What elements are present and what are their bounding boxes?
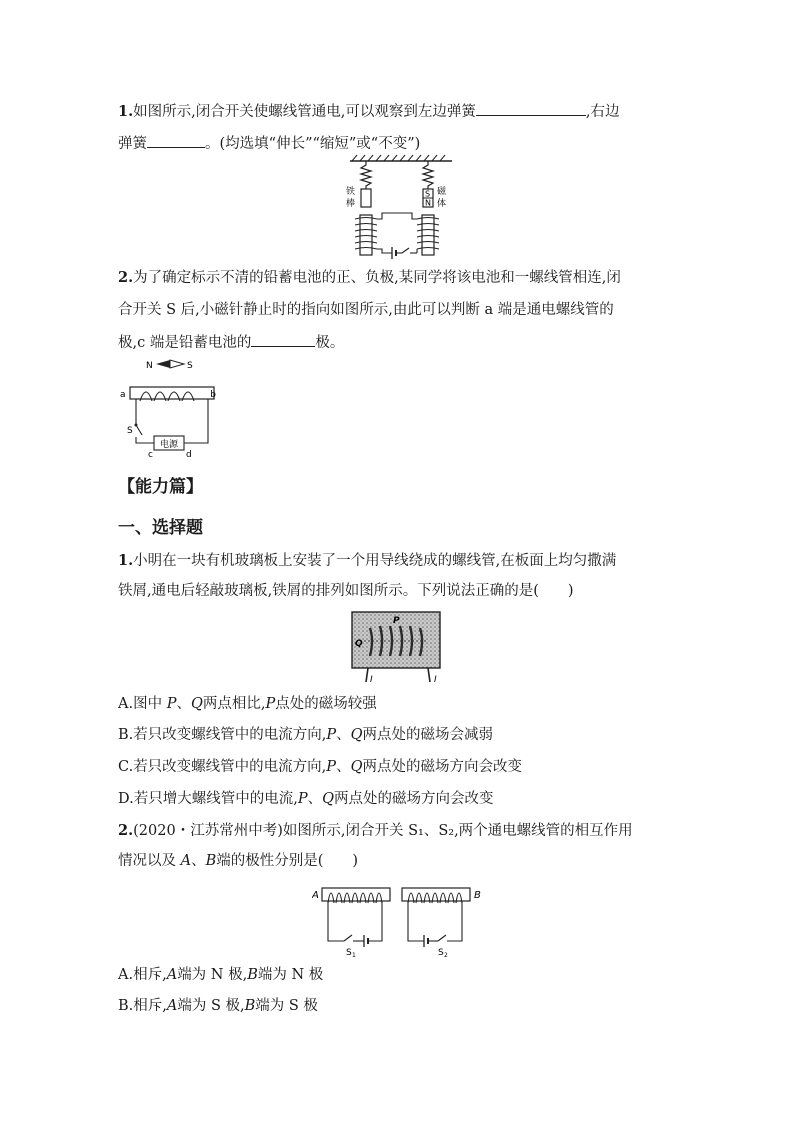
mc1-text-2: 铁屑,通电后轻敲玻璃板,铁屑的排列如图所示。下列说法正确的是( ) [118, 583, 574, 599]
option-text: 若只增大螺线管中的电流, [133, 791, 298, 807]
option-text: 点处的磁场较强 [275, 696, 377, 712]
option-text: 若只改变螺线管中的电流方向, [133, 759, 327, 775]
iron-rod [361, 189, 371, 207]
lead-left [366, 668, 368, 682]
q1-text-1b: ,右边 [585, 104, 620, 120]
option-text: 两点相比, [202, 696, 266, 712]
needle-n-label: N [146, 361, 153, 371]
mc2-number: 2. [118, 822, 134, 839]
point-p-label: P [393, 616, 400, 626]
end-b-label: b [210, 390, 216, 400]
end-b: B [244, 998, 256, 1014]
q2-text-2: 合开关 S 后,小磁针静止时的指向如图所示,由此可以判断 a 端是通电螺线管的 [118, 302, 614, 318]
q2-text-3a: 极,c 端是铅蓄电池的 [118, 335, 252, 351]
option-letter: B. [118, 998, 134, 1014]
option-letter: C. [118, 759, 134, 775]
section-title: 【能力篇】 [118, 477, 203, 497]
switch-s [136, 425, 142, 435]
switch [402, 248, 409, 253]
option-letter: A. [118, 967, 134, 983]
right-spring [423, 161, 433, 189]
mc2-line-1 [118, 821, 633, 841]
needle-s-label: S [187, 361, 193, 371]
current-left-label: I [370, 675, 373, 684]
left-circuit-wire [328, 901, 344, 941]
lead-right [428, 668, 430, 682]
point-p: P [326, 727, 337, 743]
end-b-label: B [474, 890, 481, 901]
right-wire [184, 399, 208, 443]
point-p: P [265, 696, 276, 712]
mc2-text-2a: 情况以及 [118, 853, 181, 869]
mc2-figure-two-solenoids [312, 879, 488, 959]
point-p: P [166, 696, 177, 712]
point-q: Q [350, 759, 363, 775]
end-a-label: A [312, 890, 319, 901]
option-text: 端为 N 极 [257, 967, 324, 983]
mc2-text-1: (2020・江苏常州中考)如图所示,闭合开关 S₁、S₂,两个通电螺线管的相互作用 [133, 823, 633, 839]
q2-figure-compass-solenoid [118, 355, 218, 461]
q1-line-1 [118, 101, 619, 122]
separator: 、 [307, 791, 323, 807]
option-text: 端为 N 极, [177, 967, 248, 983]
end-a: A [166, 998, 178, 1014]
q2-text-3b: 极。 [315, 335, 345, 351]
power-label: 电源 [159, 440, 179, 450]
point-p: P [297, 791, 308, 807]
iron-label-2: 棒 [346, 199, 356, 209]
terminal-d-label: d [186, 450, 192, 460]
separator: 、 [336, 759, 351, 775]
option-letter: D. [118, 791, 134, 807]
mc1-number: 1. [118, 552, 134, 569]
q1-blank-right-spring[interactable] [147, 133, 205, 148]
point-q-label: Q [355, 639, 363, 649]
point-p: P [326, 759, 337, 775]
separator: 、 [176, 696, 191, 712]
separator: 、 [191, 853, 206, 869]
q1-number: 1. [118, 103, 134, 120]
iron-label-1: 铁 [346, 187, 356, 197]
option-text: 两点处的磁场方向会改变 [362, 759, 522, 775]
top-wire [377, 213, 417, 219]
end-a: A [166, 967, 178, 983]
option-text: 图中 [133, 696, 167, 712]
option-text: 端为 S 极, [177, 998, 245, 1014]
magnet-label-1: 磁 [437, 187, 447, 197]
mc1-option-c[interactable] [118, 757, 522, 777]
switch-s2-sub: 2 [444, 952, 448, 959]
q2-line-2 [118, 300, 614, 320]
switch-s2-label: S [438, 948, 444, 958]
mc1-line-2 [118, 581, 574, 601]
mc1-option-d[interactable] [118, 789, 493, 809]
mc2-text-2b: 端的极性分别是( ) [216, 853, 359, 869]
mc2-line-2 [118, 851, 358, 871]
q1-figure-springs-solenoids [342, 153, 462, 261]
switch-s1 [344, 935, 352, 941]
bottom-wire [377, 249, 392, 253]
option-letter: A. [118, 696, 134, 712]
q1-line-2 [118, 133, 420, 154]
option-letter: B. [118, 727, 134, 743]
terminal-c-label: c [148, 450, 153, 460]
compass-needle-south [170, 360, 184, 368]
magnet-label-2: 体 [437, 199, 447, 209]
separator: 、 [336, 727, 351, 743]
q1-blank-left-spring[interactable] [476, 101, 586, 116]
point-q: Q [350, 727, 363, 743]
q1-text-2a: 弹簧 [118, 136, 147, 152]
mc2-option-a[interactable] [118, 965, 323, 985]
q1-text-1a: 如图所示,闭合开关使螺线管通电,可以观察到左边弹簧 [133, 104, 476, 120]
q2-line-3 [118, 332, 344, 353]
q2-text-1: 为了确定标示不清的铅蓄电池的正、负极,某同学将该电池和一螺线管相连,闭 [133, 270, 621, 286]
option-text: 相斥, [133, 998, 167, 1014]
q2-line-1 [118, 268, 621, 288]
option-text: 相斥, [133, 967, 167, 983]
subsection-title: 一、选择题 [118, 518, 203, 538]
mc1-option-b[interactable] [118, 725, 493, 745]
magnet-n-label: N [425, 198, 431, 208]
end-a-label: a [120, 390, 126, 400]
switch-s1-label: S [346, 948, 352, 958]
switch-s2 [438, 935, 446, 941]
current-right-label: I [434, 675, 437, 684]
end-b: B [205, 853, 217, 869]
magnet-s-label: S [425, 189, 431, 199]
switch-s1-sub: 1 [352, 952, 356, 959]
ceiling-hatch [352, 155, 445, 161]
q1-text-2b: 。(均选填“伸长”“缩短”或“不变”) [205, 136, 421, 152]
mc2-option-b[interactable] [118, 996, 318, 1016]
q2-blank-battery-pole[interactable] [251, 332, 315, 347]
mc1-option-a[interactable] [118, 694, 377, 714]
option-text: 若只改变螺线管中的电流方向, [133, 727, 327, 743]
switch-s-label: S [127, 426, 133, 436]
option-text: 端为 S 极 [255, 998, 318, 1014]
right-circuit-wire [408, 901, 424, 941]
option-text: 两点处的磁场方向会改变 [333, 791, 494, 807]
compass-needle-north [156, 360, 170, 368]
option-text: 两点处的磁场会减弱 [362, 727, 494, 743]
mc1-line-1 [118, 551, 616, 571]
left-spring [361, 161, 371, 189]
end-b: B [247, 967, 258, 983]
point-q: Q [322, 791, 334, 807]
mc1-figure-iron-filings [350, 610, 442, 684]
point-q: Q [190, 696, 203, 712]
q2-number: 2. [118, 269, 134, 286]
end-a: A [180, 853, 192, 869]
mc1-text-1: 小明在一块有机玻璃板上安装了一个用导线绕成的螺线管,在板面上均匀撒满 [133, 553, 617, 569]
